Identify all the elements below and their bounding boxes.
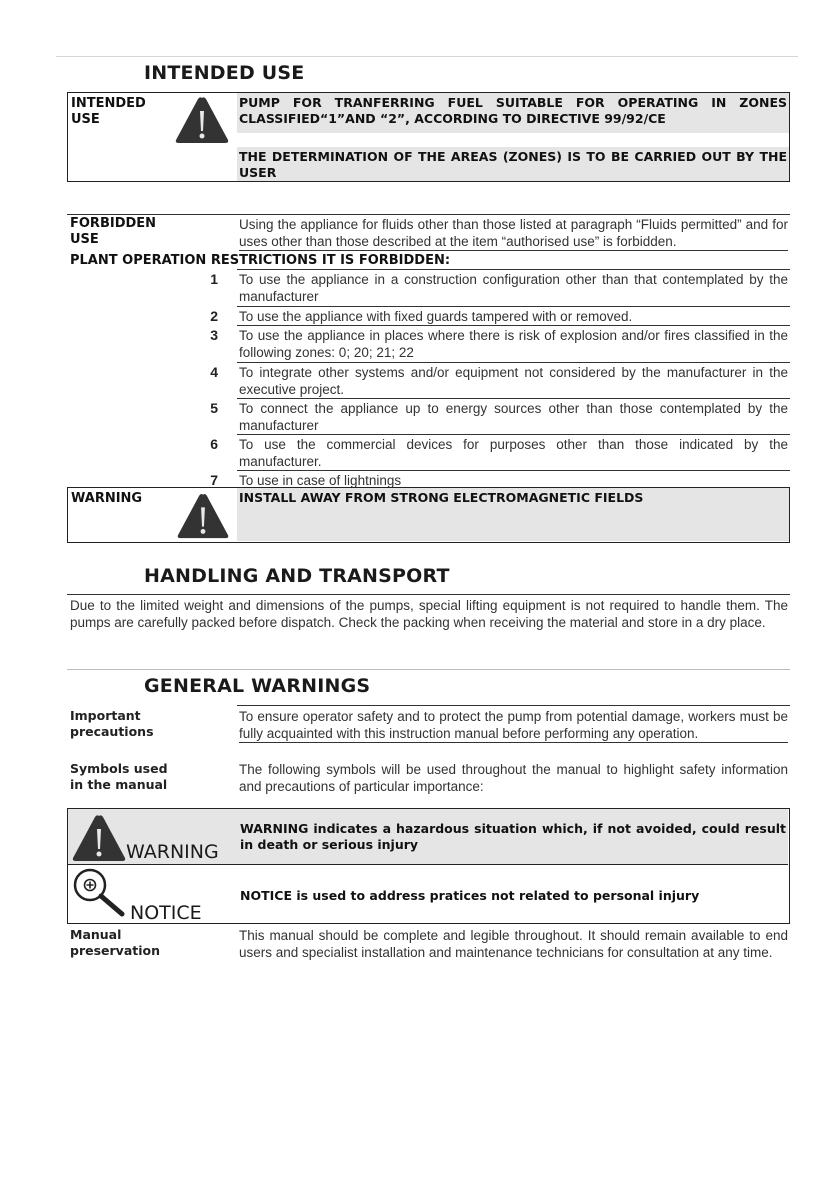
restriction-item: To use the appliance in places where there is risk of explosion and/or fires classified in the following zones: 0; 20; 21; 22 (239, 328, 788, 360)
notice-symbol-text: NOTICE is used to address pratices not related to personal injury (240, 888, 700, 903)
important-precautions-text: To ensure operator safety and to protect the pump from potential damage, workers must be fully acquainted with this instruction manual before performing any operation. (239, 709, 788, 741)
restriction-number: 7 (210, 472, 218, 488)
restriction-item: To use in case of lightnings (239, 473, 402, 488)
intended-use-box (67, 92, 790, 182)
magnifier-notice-icon (70, 867, 128, 919)
forbidden-use-text: Using the appliance for fluids other than those listed at paragraph “Fluids permitted” and for uses other than those described at the item “authorised use” is forbidden. (239, 217, 788, 249)
warning-symbol-label: WARNING (126, 841, 219, 863)
restriction-number: 4 (210, 364, 218, 380)
handling-title: HANDLING AND TRANSPORT (144, 565, 450, 587)
restriction-item: To use the appliance in a construction configuration other than that contemplated by the manufacturer (239, 272, 788, 304)
warning-triangle-icon (71, 812, 127, 864)
restriction-item: To use the appliance with fixed guards tampered with or removed. (239, 309, 633, 324)
top-rule (56, 56, 798, 57)
restriction-item: To connect the appliance up to energy sources other than those contemplated by the manufacturer (239, 401, 788, 433)
symbols-table (67, 808, 790, 924)
warning-symbol-text: WARNING indicates a hazardous situation which, if not avoided, could result in death or serious injury (240, 821, 786, 852)
intended-use-title: INTENDED USE (144, 62, 305, 84)
electromagnetic-warning-box (67, 487, 790, 543)
manual-preservation-text: This manual should be complete and legible throughout. It should remain available to end users and specialist installation and maintenance technicians for consultation at any time. (239, 928, 788, 960)
electromagnetic-warning-text: INSTALL AWAY FROM STRONG ELECTROMAGNETIC FIELDS (239, 490, 644, 505)
restriction-number: 1 (210, 271, 218, 287)
symbols-used-label: Symbols used in the manual (70, 761, 168, 792)
forbidden-use-label: FORBIDDEN USE (70, 216, 157, 247)
restriction-number: 6 (210, 436, 218, 452)
notice-symbol-label: NOTICE (130, 902, 202, 924)
important-precautions-label: Important precautions (70, 708, 154, 739)
warning-label: WARNING (71, 491, 143, 506)
zones-determination-text: THE DETERMINATION OF THE AREAS (ZONES) IS TO BE CARRIED OUT BY THE USER (239, 149, 787, 180)
restrictions-heading: PLANT OPERATION RESTRICTIONS IT IS FORBIDDEN: (70, 253, 451, 268)
warning-triangle-icon (174, 95, 230, 145)
restriction-item: To use the commercial devices for purposes other than those indicated by the manufacturer. (239, 437, 788, 469)
intended-use-text: PUMP FOR TRANFERRING FUEL SUITABLE FOR OPERATING IN ZONES CLASSIFIED“1”AND “2”, ACCORDING TO DIRECTIVE 99/92/CE (239, 95, 787, 126)
general-warnings-title: GENERAL WARNINGS (144, 675, 371, 697)
intended-use-label: INTENDED USE (71, 96, 146, 127)
restriction-number: 5 (210, 400, 218, 416)
symbols-used-text: The following symbols will be used throughout the manual to highlight safety information and precautions of particular importance: (239, 762, 788, 794)
restriction-number: 2 (210, 308, 218, 324)
restriction-item: To integrate other systems and/or equipment not considered by the manufacturer in the executive project. (239, 365, 788, 397)
restriction-number: 3 (210, 327, 218, 343)
warning-triangle-icon (176, 491, 230, 541)
manual-preservation-label: Manual preservation (70, 927, 161, 958)
handling-text: Due to the limited weight and dimensions of the pumps, special lifting equipment is not required to handle them. The pumps are carefully packed before dispatch. Check the packing when receiving the material and store in a dry place. (70, 598, 788, 630)
